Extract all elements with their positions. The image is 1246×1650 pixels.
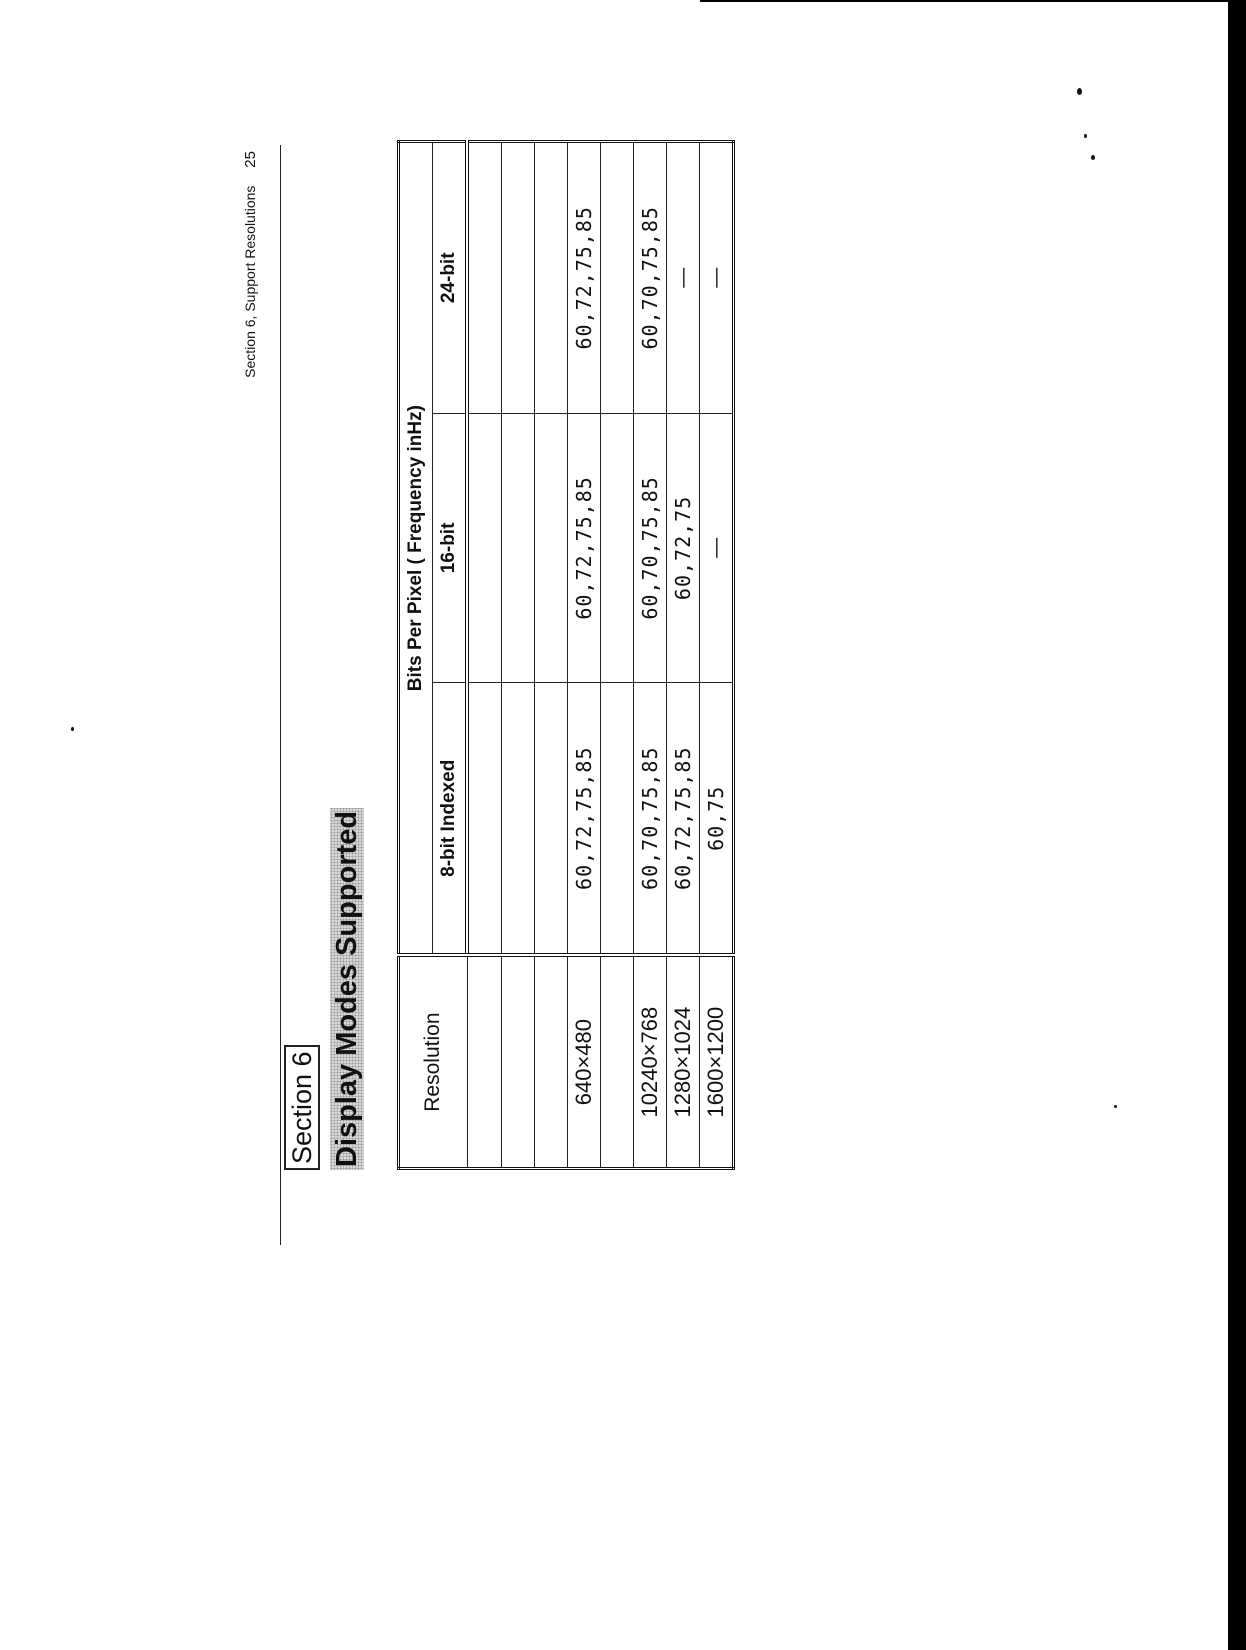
table-row [667,142,700,1169]
rotated-page [242,145,990,1245]
frequency-cell-8bit [535,683,568,955]
frequency-cell-16bit [502,413,535,683]
resolution-cell [601,955,634,1168]
column-header-16bit: 16-bit [433,413,468,683]
frequency-cell-8bit [502,683,535,955]
resolution-header: Resolution [399,955,468,1168]
frequency-cell-8bit [467,683,502,955]
page-title: Display Modes Supported [330,808,364,1170]
scanner-edge [1228,0,1246,1650]
frequency-cell-16bit: 60,72,75,85 [568,413,601,683]
frequency-cell-24bit [502,142,535,414]
frequency-cell-8bit: 60,70,75,85 [634,683,667,955]
running-head [242,151,259,378]
frequency-cell-16bit: 60,70,75,85 [634,413,667,683]
resolution-cell [467,955,502,1168]
scan-speck [1077,88,1082,95]
resolution-cell: 10240×768 [634,955,667,1168]
frequency-cell-16bit [467,413,502,683]
display-modes-table [397,140,735,1170]
frequency-cell-24bit: 60,72,75,85 [568,142,601,414]
table-row [535,142,568,1169]
running-head-text: Section 6, Support Resolutions [242,185,258,378]
resolution-cell [502,955,535,1168]
frequency-cell-16bit [535,413,568,683]
frequency-cell-16bit: 60,72,75 [667,413,700,683]
page-number: 25 [242,151,259,168]
scan-speck [1114,1105,1117,1108]
table-row [502,142,535,1169]
frequency-cell-16bit: — [700,413,734,683]
scan-speck [71,727,74,731]
section-label: Section 6 [284,1045,320,1170]
scanner-top-edge [700,0,1246,2]
resolution-cell: 1280×1024 [667,955,700,1168]
resolution-cell: 640×480 [568,955,601,1168]
frequency-cell-8bit: 60,72,75,85 [568,683,601,955]
scan-speck [1084,134,1087,138]
frequency-cell-24bit: — [700,142,734,414]
frequency-cell-8bit: 60,72,75,85 [667,683,700,955]
bits-per-pixel-header: Bits Per Pixel ( Frequency inHz) [399,142,433,956]
resolution-cell [535,955,568,1168]
scan-speck [1091,155,1095,160]
table-row [601,142,634,1169]
table-row [467,142,502,1169]
frequency-cell-24bit [601,142,634,414]
header-rule [280,145,281,1245]
frequency-cell-24bit: 60,70,75,85 [634,142,667,414]
frequency-cell-8bit [601,683,634,955]
frequency-cell-24bit [535,142,568,414]
frequency-cell-24bit: — [667,142,700,414]
column-header-24bit: 24-bit [433,142,468,414]
table-row [634,142,667,1169]
column-header-8bit: 8-bit Indexed [433,683,468,955]
table-row [568,142,601,1169]
resolution-cell: 1600×1200 [700,955,734,1168]
frequency-cell-24bit [467,142,502,414]
frequency-cell-16bit [601,413,634,683]
frequency-cell-8bit: 60,75 [700,683,734,955]
table-row [700,142,734,1169]
